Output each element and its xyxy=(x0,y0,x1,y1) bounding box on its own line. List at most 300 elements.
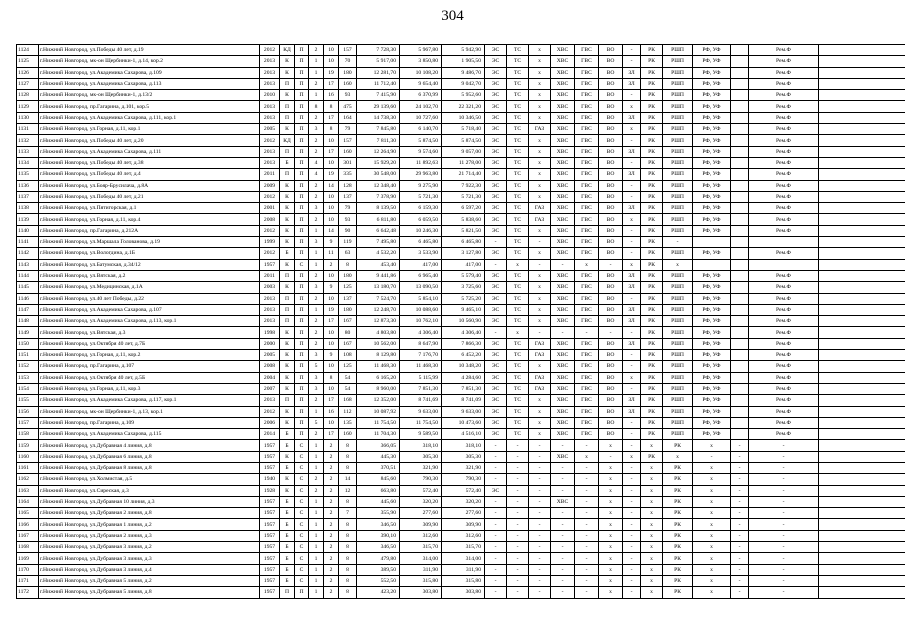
table-cell: - xyxy=(507,553,529,564)
table-cell: РК xyxy=(641,372,663,383)
table-cell: Рем.Ф xyxy=(749,417,819,428)
table-cell: ХВС xyxy=(551,135,575,146)
table-cell: П xyxy=(295,146,309,157)
table-cell: ГВС xyxy=(575,293,599,304)
table-cell: ЗЛ xyxy=(623,395,641,406)
table-cell: 309,90 xyxy=(400,519,442,530)
table-cell: 8 741,09 xyxy=(442,395,485,406)
table-cell: 4 306,40 xyxy=(442,327,485,338)
table-cell: ГВС xyxy=(575,383,599,394)
table-cell: 1141 xyxy=(17,237,39,248)
table-cell xyxy=(731,203,749,214)
table-cell: П xyxy=(295,124,309,135)
table-cell: 277,60 xyxy=(400,508,442,519)
table-cell: Б xyxy=(280,429,295,440)
table-cell: х xyxy=(599,530,623,541)
table-cell xyxy=(819,542,905,553)
table-cell: 1957 xyxy=(260,553,280,564)
table-cell: - xyxy=(529,564,551,575)
table-cell: ВО xyxy=(599,67,623,78)
table-cell: РК xyxy=(641,191,663,202)
table-cell: - xyxy=(623,564,641,575)
table-cell: - xyxy=(623,157,641,168)
table-cell: ГАЗ xyxy=(529,372,551,383)
table-cell: - xyxy=(485,564,507,575)
table-cell: Б xyxy=(280,530,295,541)
table-cell: 54 xyxy=(339,372,357,383)
table-cell: 9 486,70 xyxy=(442,67,485,78)
table-cell: г.Нижний Новгород, ул.Дубравная 1 линия, д.2 xyxy=(39,519,260,530)
table-cell: 1128 xyxy=(17,90,39,101)
table-cell: 6 165,20 xyxy=(357,372,400,383)
table-cell: ТС xyxy=(507,45,529,56)
table-cell: 10 560,90 xyxy=(442,316,485,327)
table-cell: 1 xyxy=(309,587,324,598)
table-cell: х xyxy=(693,462,731,473)
table-cell: х xyxy=(641,575,663,586)
table-cell: П xyxy=(295,157,309,168)
table-cell xyxy=(819,169,905,180)
table-cell: Б xyxy=(280,519,295,530)
table-cell: ТС xyxy=(507,90,529,101)
table-cell: 10 xyxy=(324,191,339,202)
table-cell: ЗЛ xyxy=(623,67,641,78)
table-cell: 29 963,80 xyxy=(400,169,442,180)
table-cell: ХВС xyxy=(551,45,575,56)
table-cell: ГВС xyxy=(575,180,599,191)
table-cell: 1150 xyxy=(17,338,39,349)
table-cell: 4 xyxy=(309,157,324,168)
table-cell: ЭС xyxy=(485,485,507,496)
table-cell: РК xyxy=(641,78,663,89)
table-cell: РШП xyxy=(663,417,693,428)
table-cell xyxy=(819,90,905,101)
table-cell: ТС xyxy=(507,146,529,157)
table-cell: х xyxy=(529,56,551,67)
table-cell: 1162 xyxy=(17,474,39,485)
table-cell: РФ, УФ xyxy=(693,112,731,123)
table-cell xyxy=(819,508,905,519)
table-cell: РШП xyxy=(663,372,693,383)
table-cell: 9 633,00 xyxy=(442,406,485,417)
table-cell: 128 xyxy=(339,180,357,191)
table-cell: - xyxy=(623,225,641,236)
table-cell: 2 xyxy=(324,451,339,462)
table-cell: Рем.Ф xyxy=(749,225,819,236)
table-cell: ЭС xyxy=(485,248,507,259)
table-cell: - xyxy=(623,45,641,56)
table-cell: 112 xyxy=(339,406,357,417)
table-cell xyxy=(819,530,905,541)
table-cell: ВО xyxy=(599,316,623,327)
table-cell: ЭС xyxy=(485,169,507,180)
table-cell: - xyxy=(485,451,507,462)
table-cell xyxy=(731,406,749,417)
table-cell: х xyxy=(641,519,663,530)
table-cell: ХВС xyxy=(551,361,575,372)
table-cell: 80 xyxy=(339,327,357,338)
table-row xyxy=(17,395,905,406)
table-cell: - xyxy=(551,564,575,575)
table-cell: х xyxy=(529,282,551,293)
table-cell: С xyxy=(295,519,309,530)
table-cell: 17 xyxy=(324,78,339,89)
table-cell: ВО xyxy=(599,157,623,168)
table-cell: ХВС xyxy=(551,383,575,394)
table-cell: РФ, УФ xyxy=(693,203,731,214)
table-cell: С xyxy=(295,451,309,462)
table-cell: 2 xyxy=(309,316,324,327)
table-cell: 311,90 xyxy=(442,564,485,575)
housing-register-table xyxy=(16,44,905,599)
table-cell: ГВС xyxy=(575,101,599,112)
table-cell: 6 465,80 xyxy=(400,237,442,248)
table-cell: 1133 xyxy=(17,146,39,157)
table-cell: 277,60 xyxy=(442,508,485,519)
table-cell: - xyxy=(551,553,575,564)
table-row xyxy=(17,530,905,541)
table-cell: 8 139,50 xyxy=(357,203,400,214)
table-cell: - xyxy=(529,451,551,462)
table-cell: РК xyxy=(641,135,663,146)
table-cell: 8 xyxy=(339,496,357,507)
table-cell: 6 370,99 xyxy=(400,90,442,101)
table-cell: 3 xyxy=(309,237,324,248)
table-cell: 137 xyxy=(339,293,357,304)
table-cell: 24 102,70 xyxy=(400,101,442,112)
table-cell: 63 xyxy=(339,248,357,259)
table-cell: 2 xyxy=(309,270,324,281)
table-cell: 2 xyxy=(324,440,339,451)
table-cell: ЭС xyxy=(485,203,507,214)
table-cell: 2 xyxy=(309,180,324,191)
table-cell: 1 xyxy=(309,259,324,270)
table-cell: х xyxy=(599,564,623,575)
table-cell: - xyxy=(623,474,641,485)
table-cell: х xyxy=(599,474,623,485)
table-cell xyxy=(819,157,905,168)
table-row xyxy=(17,169,905,180)
table-cell: РФ, УФ xyxy=(693,214,731,225)
table-cell: ВО xyxy=(599,124,623,135)
table-cell: 423,20 xyxy=(357,587,400,598)
table-row xyxy=(17,225,905,236)
table-cell: ЭС xyxy=(485,180,507,191)
table-cell: - xyxy=(485,587,507,598)
table-cell: ЗЛ xyxy=(623,169,641,180)
table-cell xyxy=(731,112,749,123)
table-cell xyxy=(731,90,749,101)
table-cell: 309,90 xyxy=(442,519,485,530)
table-cell: ГВС xyxy=(575,203,599,214)
table-cell: ГВС xyxy=(575,395,599,406)
table-cell: х xyxy=(693,587,731,598)
table-cell: РК xyxy=(641,338,663,349)
table-cell: - xyxy=(599,327,623,338)
table-cell: П xyxy=(295,338,309,349)
table-cell: РК xyxy=(663,440,693,451)
table-cell: ГВС xyxy=(575,304,599,315)
table-cell: 5 967,80 xyxy=(400,45,442,56)
table-cell: - xyxy=(507,508,529,519)
table-cell: 4 516,10 xyxy=(442,429,485,440)
table-cell: Рем.Ф xyxy=(749,191,819,202)
table-cell: - xyxy=(623,56,641,67)
table-cell: - xyxy=(485,575,507,586)
table-row xyxy=(17,406,905,417)
table-cell: ЗЛ xyxy=(623,270,641,281)
table-cell: 1957 xyxy=(260,462,280,473)
table-row xyxy=(17,180,905,191)
table-cell: ВО xyxy=(599,293,623,304)
table-cell: - xyxy=(731,485,749,496)
table-cell: РК xyxy=(641,406,663,417)
table-cell: 9 xyxy=(324,237,339,248)
table-cell: РК xyxy=(641,395,663,406)
table-row xyxy=(17,440,905,451)
table-cell: ХВС xyxy=(551,146,575,157)
table-cell: 790,30 xyxy=(442,474,485,485)
table-cell: 2 xyxy=(309,78,324,89)
table-cell: ХВС xyxy=(551,316,575,327)
table-cell: г.Нижний Новгород, ул.40 лет Победы, д.22 xyxy=(39,293,260,304)
table-cell: 8 xyxy=(339,564,357,575)
table-cell: 3 725,60 xyxy=(442,282,485,293)
table-cell: 1 xyxy=(309,406,324,417)
table-cell: - xyxy=(623,575,641,586)
table-cell: 2 xyxy=(309,112,324,123)
table-cell: - xyxy=(551,587,575,598)
table-cell: 9 589,50 xyxy=(400,429,442,440)
table-cell: 167 xyxy=(339,338,357,349)
table-cell: ХВС xyxy=(551,180,575,191)
table-cell: х xyxy=(641,587,663,598)
table-cell xyxy=(819,395,905,406)
table-cell: 2 xyxy=(324,564,339,575)
table-cell: ВО xyxy=(599,248,623,259)
table-cell: - xyxy=(575,508,599,519)
table-cell: 12 248,70 xyxy=(357,304,400,315)
table-cell: ХВС xyxy=(551,157,575,168)
table-cell: 572,40 xyxy=(400,485,442,496)
table-cell: - xyxy=(529,237,551,248)
table-cell: - xyxy=(731,508,749,519)
table-cell: ГВС xyxy=(575,146,599,157)
table-cell: РК xyxy=(641,304,663,315)
table-cell: ГВС xyxy=(575,67,599,78)
table-cell: ГВС xyxy=(575,429,599,440)
table-cell: ТС xyxy=(507,270,529,281)
table-row xyxy=(17,124,905,135)
table-cell: х xyxy=(599,508,623,519)
table-cell xyxy=(819,225,905,236)
table-cell: 1130 xyxy=(17,112,39,123)
table-cell: 303,80 xyxy=(400,587,442,598)
table-cell: 11 278,00 xyxy=(442,157,485,168)
table-cell: 8 xyxy=(324,372,339,383)
table-cell xyxy=(731,304,749,315)
table-cell: Рем.Ф xyxy=(749,135,819,146)
table-cell xyxy=(731,101,749,112)
table-cell: 1144 xyxy=(17,270,39,281)
table-cell: РФ, УФ xyxy=(693,395,731,406)
table-cell xyxy=(731,316,749,327)
table-cell: РШП xyxy=(663,406,693,417)
table-row xyxy=(17,90,905,101)
table-cell: 1998 xyxy=(260,327,280,338)
table-row xyxy=(17,203,905,214)
table-cell: х xyxy=(529,45,551,56)
table-cell: РФ, УФ xyxy=(693,372,731,383)
table-cell: - xyxy=(731,530,749,541)
table-cell: ВО xyxy=(599,135,623,146)
table-cell: РК xyxy=(641,270,663,281)
table-cell: 1 xyxy=(309,56,324,67)
table-cell: г.Нижний Новгород, ул.Пятигорская, д.1 xyxy=(39,203,260,214)
table-cell: 2 xyxy=(309,45,324,56)
table-cell: г.Нижний Новгород, ул.Академика Сахарова, д.111 xyxy=(39,146,260,157)
table-cell: ГВС xyxy=(575,214,599,225)
table-cell: 10 xyxy=(324,203,339,214)
table-cell: 135 xyxy=(339,417,357,428)
table-cell: 1125 xyxy=(17,56,39,67)
table-cell: 22 321,20 xyxy=(442,101,485,112)
table-cell: 8 xyxy=(339,440,357,451)
table-cell: ТС xyxy=(507,293,529,304)
table-cell: П xyxy=(295,45,309,56)
table-cell: РК xyxy=(641,157,663,168)
table-cell: ТС xyxy=(507,203,529,214)
table-cell xyxy=(819,406,905,417)
table-cell: РК xyxy=(641,248,663,259)
table-cell: - xyxy=(507,462,529,473)
table-cell: 19 xyxy=(324,169,339,180)
table-cell: 9 465,10 xyxy=(442,304,485,315)
table-cell: ХВС xyxy=(551,496,575,507)
table-cell xyxy=(819,135,905,146)
table-cell: х xyxy=(693,496,731,507)
table-cell xyxy=(819,316,905,327)
table-cell: 13 180,70 xyxy=(357,282,400,293)
table-cell: ХВС xyxy=(551,225,575,236)
table-cell: х xyxy=(529,395,551,406)
table-cell xyxy=(731,157,749,168)
table-cell: 552,50 xyxy=(357,575,400,586)
table-cell: 1170 xyxy=(17,564,39,575)
table-cell xyxy=(731,395,749,406)
table-cell: - xyxy=(575,530,599,541)
table-cell xyxy=(731,293,749,304)
table-cell: х xyxy=(599,462,623,473)
table-cell: 2010 xyxy=(260,90,280,101)
table-cell: - xyxy=(575,542,599,553)
table-cell: - xyxy=(623,327,641,338)
table-cell: 1160 xyxy=(17,451,39,462)
table-cell: ЗЛ xyxy=(623,282,641,293)
table-cell: ВО xyxy=(599,56,623,67)
table-cell: РФ, УФ xyxy=(693,45,731,56)
table-cell: г.Нижний Новгород, ул.Дубравная 3 линия, д.4 xyxy=(39,564,260,575)
table-cell: 1172 xyxy=(17,587,39,598)
table-cell: 366,05 xyxy=(357,440,400,451)
table-cell: ХВС xyxy=(551,90,575,101)
table-cell: х xyxy=(623,451,641,462)
table-cell: Б xyxy=(280,553,295,564)
table-cell: РК xyxy=(641,112,663,123)
table-cell: 8 741,69 xyxy=(400,395,442,406)
table-cell xyxy=(819,553,905,564)
table-cell: 10 xyxy=(324,214,339,225)
table-cell: г.Нижний Новгород, ул.Академика Сахарова, д.113 xyxy=(39,78,260,89)
table-cell: 1151 xyxy=(17,350,39,361)
table-cell: 10 xyxy=(324,56,339,67)
table-cell: 7 845,80 xyxy=(357,124,400,135)
table-cell: Рем.Ф xyxy=(749,248,819,259)
table-cell: ХВС xyxy=(551,237,575,248)
table-cell: Рем.Ф xyxy=(749,270,819,281)
table-cell: ЗЛ xyxy=(623,338,641,349)
table-cell: 19 xyxy=(324,304,339,315)
table-cell: РК xyxy=(641,56,663,67)
table-cell: РК xyxy=(641,350,663,361)
table-cell: П xyxy=(295,135,309,146)
table-cell: 1158 xyxy=(17,429,39,440)
table-cell: - xyxy=(529,587,551,598)
table-cell: РШП xyxy=(663,203,693,214)
table-cell: х xyxy=(529,78,551,89)
table-cell: Б xyxy=(280,508,295,519)
table-cell: - xyxy=(551,542,575,553)
table-cell xyxy=(731,135,749,146)
table-cell: С xyxy=(295,508,309,519)
table-cell: РФ, УФ xyxy=(693,135,731,146)
table-cell: 157 xyxy=(339,135,357,146)
table-cell: 1140 xyxy=(17,225,39,236)
table-cell: - xyxy=(623,587,641,598)
table-cell: РФ, УФ xyxy=(693,338,731,349)
table-cell xyxy=(731,270,749,281)
table-cell xyxy=(731,67,749,78)
table-cell: 9 275,90 xyxy=(400,180,442,191)
table-cell: РШП xyxy=(663,225,693,236)
table-cell: 417,00 xyxy=(400,259,442,270)
table-cell: 14 xyxy=(324,180,339,191)
table-cell: - xyxy=(485,474,507,485)
table-cell: х xyxy=(507,327,529,338)
table-cell: г.Нижний Новгород, ул.Сиреская, д.3 xyxy=(39,485,260,496)
table-cell: 180 xyxy=(339,270,357,281)
table-cell: Рем.Ф xyxy=(749,327,819,338)
table-cell: 79 xyxy=(339,124,357,135)
table-cell: РШП xyxy=(663,293,693,304)
table-cell: РФ, УФ xyxy=(693,361,731,372)
table-cell: 315,70 xyxy=(400,542,442,553)
table-cell xyxy=(819,575,905,586)
table-cell: 4 284,60 xyxy=(442,372,485,383)
table-cell: 2 xyxy=(309,327,324,338)
table-cell: ГАЗ xyxy=(529,383,551,394)
table-cell: РК xyxy=(641,429,663,440)
table-cell: - xyxy=(575,474,599,485)
table-cell: РШП xyxy=(663,316,693,327)
table-cell: 5 xyxy=(309,361,324,372)
table-cell xyxy=(819,304,905,315)
table-cell: 11 754,50 xyxy=(357,417,400,428)
table-cell: 2 xyxy=(324,485,339,496)
table-cell: - xyxy=(529,259,551,270)
table-cell: РШП xyxy=(663,395,693,406)
table-cell: С xyxy=(295,462,309,473)
